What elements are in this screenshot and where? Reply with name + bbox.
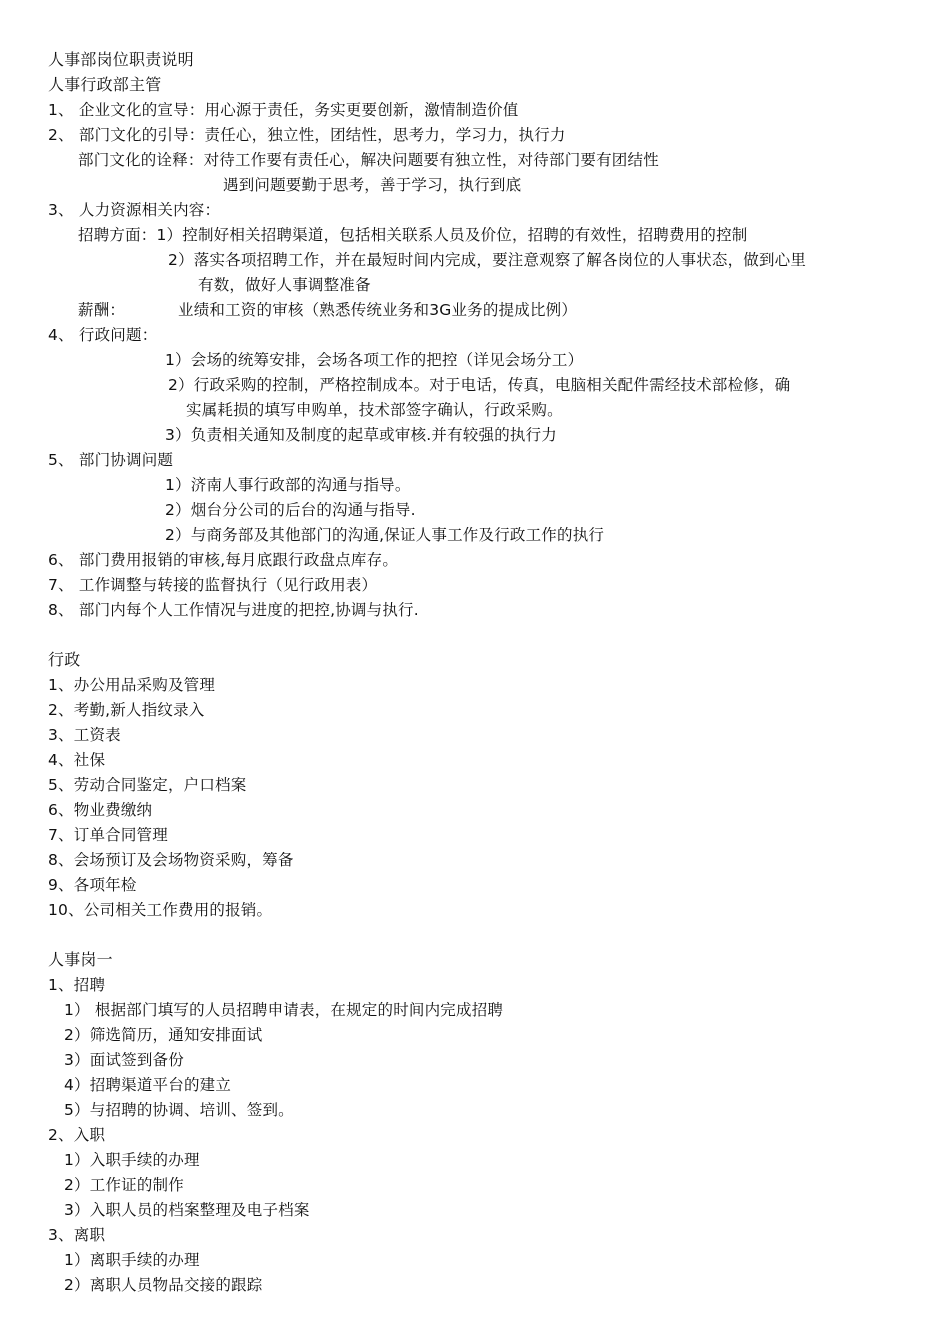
hr1-recruit-item: 5）与招聘的协调、培训、签到。 (64, 1101, 294, 1119)
manager-item-2-explanation: 部门文化的诠释：对待工作要有责任心，解决问题要有独立性，对待部门要有团结性 (78, 151, 659, 169)
manager-item-3-salary-label: 薪酬： (78, 301, 126, 319)
hr1-onboard-item: 3）入职人员的档案整理及电子档案 (64, 1201, 310, 1219)
manager-item-6: 6、 部门费用报销的审核,每月底跟行政盘点库存。 (48, 551, 399, 569)
admin-item: 3、工资表 (48, 726, 121, 744)
admin-item: 6、物业费缴纳 (48, 801, 153, 819)
hr1-recruit-heading: 1、招聘 (48, 976, 106, 994)
section-heading-manager: 人事行政部主管 (48, 75, 162, 94)
hr1-onboard-heading: 2、入职 (48, 1126, 106, 1144)
admin-item: 10、公司相关工作费用的报销。 (48, 901, 273, 919)
manager-item-8: 8、 部门内每个人工作情况与进度的把控,协调与执行. (48, 601, 419, 619)
manager-item-4-sub-2-cont: 实属耗损的填写申购单，技术部签字确认，行政采购。 (186, 401, 563, 419)
hr1-recruit-item: 3）面试签到备份 (64, 1051, 184, 1069)
hr1-leave-heading: 3、离职 (48, 1226, 106, 1244)
section-heading-hr1: 人事岗一 (48, 950, 113, 969)
admin-item: 7、订单合同管理 (48, 826, 168, 844)
manager-item-5: 5、 部门协调问题 (48, 451, 174, 469)
document-title: 人事部岗位职责说明 (48, 50, 194, 69)
hr1-onboard-item: 1）入职手续的办理 (64, 1151, 200, 1169)
manager-item-5-sub-2: 2）烟台分公司的后台的沟通与指导. (165, 501, 416, 519)
admin-item: 1、办公用品采购及管理 (48, 676, 216, 694)
hr1-recruit-item: 2）筛选简历，通知安排面试 (64, 1026, 263, 1044)
manager-item-4-sub-3: 3）负责相关通知及制度的起草或审核.并有较强的执行力 (165, 426, 557, 444)
hr1-recruit-item: 4）招聘渠道平台的建立 (64, 1076, 232, 1094)
admin-item: 5、劳动合同鉴定，户口档案 (48, 776, 247, 794)
admin-item: 4、社保 (48, 751, 106, 769)
hr1-leave-item: 2）离职人员物品交接的跟踪 (64, 1276, 263, 1294)
hr1-onboard-item: 2）工作证的制作 (64, 1176, 184, 1194)
admin-item: 8、会场预订及会场物资采购，筹备 (48, 851, 294, 869)
manager-item-4-sub-2: 2）行政采购的控制，严格控制成本。对于电话，传真，电脑相关配件需经技术部检修，确 (168, 376, 791, 394)
manager-item-7: 7、 工作调整与转接的监督执行（见行政用表） (48, 576, 378, 594)
manager-item-3-recruit-2: 2）落实各项招聘工作，并在最短时间内完成，要注意观察了解各岗位的人事状态，做到心里 (168, 251, 807, 269)
admin-item: 9、各项年检 (48, 876, 137, 894)
hr1-leave-item: 1）离职手续的办理 (64, 1251, 200, 1269)
admin-item: 2、考勤,新人指纹录入 (48, 701, 205, 719)
manager-item-3-recruit-1: 招聘方面：1）控制好相关招聘渠道，包括相关联系人员及价位，招聘的有效性，招聘费用的控制 (78, 226, 748, 244)
manager-item-2: 2、 部门文化的引导：责任心，独立性，团结性，思考力，学习力，执行力 (48, 126, 566, 144)
manager-item-5-sub-1: 1）济南人事行政部的沟通与指导。 (165, 476, 411, 494)
manager-item-4-sub-1: 1）会场的统筹安排，会场各项工作的把控（详见会场分工） (165, 351, 584, 369)
hr1-recruit-item: 1） 根据部门填写的人员招聘申请表，在规定的时间内完成招聘 (64, 1001, 504, 1019)
manager-item-5-sub-3: 2）与商务部及其他部门的沟通,保证人事工作及行政工作的执行 (165, 526, 605, 544)
manager-item-4: 4、 行政问题： (48, 326, 158, 344)
manager-item-3-salary-text: 业绩和工资的审核（熟悉传统业务和3G业务的提成比例） (178, 301, 578, 319)
manager-item-1: 1、 企业文化的宣导：用心源于责任，务实更要创新，激情制造价值 (48, 101, 519, 119)
manager-item-3-recruit-2-cont: 有数，做好人事调整准备 (198, 276, 371, 294)
section-heading-admin: 行政 (48, 650, 81, 669)
manager-item-3: 3、 人力资源相关内容： (48, 201, 221, 219)
manager-item-2-explanation-cont: 遇到问题要勤于思考，善于学习，执行到底 (223, 176, 522, 194)
